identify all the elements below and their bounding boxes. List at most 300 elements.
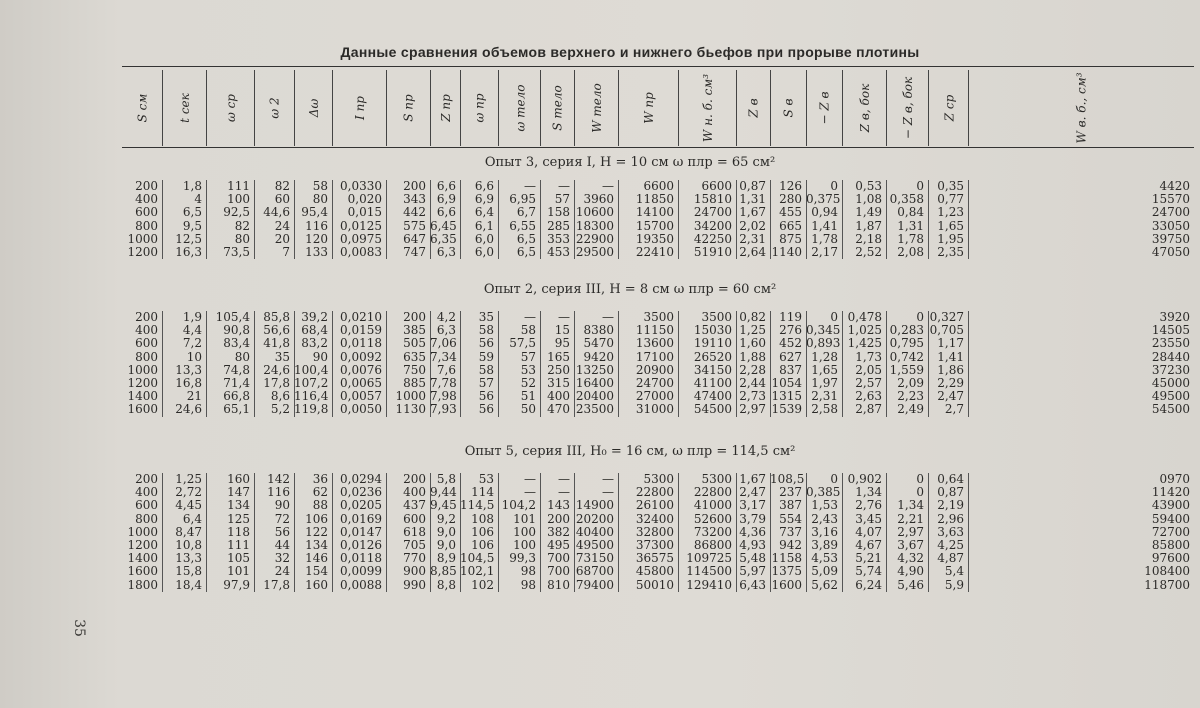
table-cell: 575 <box>403 218 426 233</box>
table-cell: 600 <box>135 336 158 351</box>
table-cell: 1,87 <box>855 218 882 233</box>
table-cell: 3,67 <box>897 537 924 552</box>
table-cell: 95 <box>554 336 570 351</box>
table-cell: 8,47 <box>175 524 202 539</box>
table-cell: 41100 <box>693 375 732 390</box>
table-cell: 106 <box>471 537 494 552</box>
table-cell: 1,53 <box>811 498 838 513</box>
table-cell: 26100 <box>635 498 674 513</box>
table-cell: 8,9 <box>436 551 456 566</box>
table-cell: 51 <box>520 389 536 404</box>
table-cell: 15,8 <box>175 564 202 579</box>
table-cell: 770 <box>403 551 426 566</box>
table-cell: 1,65 <box>811 362 838 377</box>
table-cell: 35 <box>274 349 290 364</box>
table-cell: 24 <box>274 564 290 579</box>
table-cell: 2,58 <box>811 402 838 417</box>
table-cell: 56 <box>478 402 494 417</box>
table-cell: 7,6 <box>436 362 456 377</box>
table-cell: 11420 <box>1151 485 1190 500</box>
table-cell: 1000 <box>127 231 158 246</box>
table-cell: 133 <box>305 244 328 259</box>
column-header <box>540 70 575 146</box>
table-cell: 1600 <box>771 577 802 592</box>
table-cell: 6,4 <box>182 511 202 526</box>
table-cell: 33050 <box>1151 218 1190 233</box>
table-cell: 0,375 <box>806 192 841 207</box>
table-cell: 5,62 <box>811 577 838 592</box>
table-cell: 11150 <box>635 323 674 338</box>
table-cell: 5,46 <box>897 577 924 592</box>
table-cell: 2,7 <box>944 402 964 417</box>
table-cell: 146 <box>305 551 328 566</box>
table-cell: 97,9 <box>223 577 250 592</box>
table-cell: 0,53 <box>855 179 882 193</box>
table-cell: 125 <box>227 511 250 526</box>
table-header <box>122 70 1194 146</box>
table-cell: 107,2 <box>294 375 329 390</box>
table-cell: 116 <box>267 485 290 500</box>
table-cell: 13,3 <box>175 551 202 566</box>
table-cell: 6,6 <box>474 179 494 193</box>
column-header-label: ω ср <box>223 93 238 123</box>
table-cell: 68,4 <box>301 323 328 338</box>
table-cell: 58 <box>312 179 328 193</box>
table-row <box>122 513 1194 526</box>
table-cell: 59 <box>478 349 494 364</box>
table-cell: 5,09 <box>811 564 838 579</box>
table-cell: 600 <box>135 498 158 513</box>
column-divider <box>460 311 461 417</box>
table-cell: 600 <box>135 205 158 220</box>
table-cell: 2,21 <box>897 511 924 526</box>
column-divider <box>736 473 737 592</box>
table-cell: 16400 <box>575 375 614 390</box>
column-header <box>122 70 162 146</box>
table-cell: 119,8 <box>294 402 329 417</box>
column-divider <box>842 311 843 417</box>
table-cell: 88 <box>312 498 328 513</box>
table-cell: 0 <box>830 179 838 193</box>
column-header-label: t сек <box>178 93 192 123</box>
table-cell: 800 <box>135 218 158 233</box>
column-divider <box>886 311 887 417</box>
column-header-label: W н. б. см³ <box>701 73 715 143</box>
table-cell: 23500 <box>575 402 614 417</box>
table-cell: 24 <box>274 218 290 233</box>
table-cell: 116 <box>305 218 328 233</box>
table-cell: — <box>602 310 614 324</box>
table-cell: 73,5 <box>223 244 250 259</box>
table-cell: 21 <box>186 389 202 404</box>
table-cell: 165 <box>547 349 570 364</box>
table-cell: 276 <box>779 323 802 338</box>
column-header <box>332 70 387 146</box>
column-header-label: Z в, бок <box>858 83 873 133</box>
column-header <box>886 70 929 146</box>
table-cell: 0,893 <box>806 336 841 351</box>
table-cell: 16,8 <box>175 375 202 390</box>
table-cell: 2,97 <box>739 402 766 417</box>
table-cell: 1,73 <box>855 349 882 364</box>
table-cell: 105,4 <box>215 310 250 324</box>
table-cell: 5,9 <box>944 577 964 592</box>
table-cell: 237 <box>779 485 802 500</box>
table-cell: 618 <box>403 524 426 539</box>
table-cell: 0 <box>916 472 924 486</box>
table-cell: 13250 <box>575 362 614 377</box>
column-divider <box>332 180 333 259</box>
column-header-label: Z пр <box>439 94 453 122</box>
table-cell: 62 <box>312 485 328 500</box>
table-cell: 6,9 <box>436 192 456 207</box>
table-cell: 0,0205 <box>340 498 382 513</box>
table-cell: 2,23 <box>897 389 924 404</box>
table-cell: 4,4 <box>182 323 202 338</box>
table-cell: 56 <box>274 524 290 539</box>
column-header <box>770 70 807 146</box>
table-cell: 22410 <box>635 244 674 259</box>
table-row <box>122 351 1194 364</box>
table-cell: 8380 <box>583 323 614 338</box>
table-cell: 7 <box>282 244 290 259</box>
table-cell: 22800 <box>693 485 732 500</box>
column-divider <box>498 311 499 417</box>
table-cell: 4 <box>194 192 202 207</box>
table-cell: 58 <box>478 362 494 377</box>
table-cell: 1130 <box>395 402 426 417</box>
table-cell: 750 <box>403 362 426 377</box>
table-cell: 24,6 <box>263 362 290 377</box>
table-cell: 2,44 <box>739 375 766 390</box>
table-cell: 0,0210 <box>340 310 382 324</box>
table-cell: 0,385 <box>806 485 841 500</box>
table-cell: 20 <box>274 231 290 246</box>
table-cell: 147 <box>227 485 250 500</box>
table-cell: 442 <box>403 205 426 220</box>
table-cell: — <box>524 179 536 193</box>
table-cell: 120 <box>305 231 328 246</box>
table-cell: 65,1 <box>223 402 250 417</box>
table-cell: 0,283 <box>889 323 924 338</box>
column-divider <box>460 473 461 592</box>
table-cell: 111 <box>227 537 250 552</box>
table-cell: 2,87 <box>855 402 882 417</box>
table-cell: 800 <box>135 511 158 526</box>
table-cell: 118 <box>227 524 250 539</box>
table-cell: 74,8 <box>223 362 250 377</box>
table-cell: — <box>524 485 536 500</box>
table-row <box>122 233 1194 246</box>
table-cell: 2,09 <box>897 375 924 390</box>
table-cell: 34200 <box>693 218 732 233</box>
table-cell: 27000 <box>635 389 674 404</box>
table-cell: 13600 <box>635 336 674 351</box>
column-divider <box>678 180 679 259</box>
table-cell: 98 <box>520 564 536 579</box>
table-cell: 1200 <box>127 375 158 390</box>
table-cell: 18,4 <box>175 577 202 592</box>
table-cell: 7,78 <box>430 375 457 390</box>
table-cell: 2,47 <box>937 389 964 404</box>
table-cell: 1,08 <box>855 192 882 207</box>
table-cell: 9,0 <box>436 537 456 552</box>
table-cell: 101 <box>513 511 536 526</box>
table-cell: 20900 <box>635 362 674 377</box>
table-cell: 108400 <box>1144 564 1190 579</box>
table-cell: 0,87 <box>739 179 766 193</box>
table-cell: 10600 <box>575 205 614 220</box>
table-cell: 0,0118 <box>340 336 382 351</box>
table-cell: 0 <box>916 179 924 193</box>
table-cell: 0,020 <box>347 192 382 207</box>
table-cell: 0,015 <box>347 205 382 220</box>
table-cell: 1,34 <box>897 498 924 513</box>
table-cell: 49500 <box>575 537 614 552</box>
table-cell: 26520 <box>693 349 732 364</box>
table-cell: 17,8 <box>263 375 290 390</box>
column-divider <box>886 473 887 592</box>
column-divider <box>254 180 255 259</box>
table-cell: 9,0 <box>436 524 456 539</box>
column-divider <box>806 311 807 417</box>
table-cell: 6,95 <box>509 192 536 207</box>
column-divider <box>736 180 737 259</box>
column-header <box>294 70 333 146</box>
table-cell: 315 <box>547 375 570 390</box>
table-cell: 7,34 <box>430 349 457 364</box>
column-header <box>928 70 969 146</box>
table-cell: 285 <box>547 218 570 233</box>
table-cell: 100 <box>513 524 536 539</box>
table-cell: 47050 <box>1151 244 1190 259</box>
table-row <box>122 337 1194 350</box>
table-cell: 90,8 <box>223 323 250 338</box>
table-cell: 3960 <box>583 192 614 207</box>
table-cell: 455 <box>779 205 802 220</box>
table-cell: — <box>602 472 614 486</box>
table-cell: 95,4 <box>301 205 328 220</box>
table-cell: 1000 <box>127 362 158 377</box>
column-divider <box>386 473 387 592</box>
table-cell: 2,63 <box>855 389 882 404</box>
top-rule <box>122 66 1194 67</box>
table-cell: 100 <box>513 537 536 552</box>
table-cell: 0,358 <box>889 192 924 207</box>
table-cell: 15 <box>554 323 570 338</box>
column-divider <box>886 180 887 259</box>
column-divider <box>968 311 969 417</box>
table-cell: 17100 <box>635 349 674 364</box>
column-divider <box>430 473 431 592</box>
table-cell: 2,05 <box>855 362 882 377</box>
table-cell: 10,8 <box>175 537 202 552</box>
table-cell: 18300 <box>575 218 614 233</box>
table-cell: 116,4 <box>294 389 329 404</box>
table-cell: 56 <box>478 336 494 351</box>
column-header <box>618 70 679 146</box>
table-cell: 2,17 <box>811 244 838 259</box>
table-cell: 4,93 <box>739 537 766 552</box>
table-cell: 90 <box>274 498 290 513</box>
table-cell: 1000 <box>127 524 158 539</box>
table-cell: 1,67 <box>739 472 766 486</box>
table-cell: 700 <box>547 564 570 579</box>
table-cell: 1800 <box>127 577 158 592</box>
table-cell: 44 <box>274 537 290 552</box>
table-cell: 24700 <box>1151 205 1190 220</box>
table-cell: 1,41 <box>937 349 964 364</box>
table-cell: 400 <box>135 323 158 338</box>
table-cell: 200 <box>135 310 158 324</box>
table-cell: 52 <box>520 375 536 390</box>
table-cell: 3,79 <box>739 511 766 526</box>
table-cell: 37230 <box>1151 362 1190 377</box>
column-divider <box>928 311 929 417</box>
column-divider <box>162 311 163 417</box>
table-cell: 0 <box>830 310 838 324</box>
table-cell: 32 <box>274 551 290 566</box>
table-cell: 5300 <box>643 472 674 486</box>
column-header-label: ω тело <box>513 84 528 132</box>
table-cell: 1,95 <box>937 231 964 246</box>
table-cell: 57 <box>520 349 536 364</box>
table-cell: 2,72 <box>175 485 202 500</box>
column-divider <box>430 311 431 417</box>
column-divider <box>162 473 163 592</box>
table-cell: 6,6 <box>436 205 456 220</box>
table-cell: 4,07 <box>855 524 882 539</box>
table-cell: 737 <box>779 524 802 539</box>
table-cell: 437 <box>403 498 426 513</box>
table-row <box>122 499 1194 512</box>
table-cell: 0,0125 <box>340 218 382 233</box>
column-divider <box>574 180 575 259</box>
table-cell: 71,4 <box>223 375 250 390</box>
table-cell: 0,82 <box>739 310 766 324</box>
column-header <box>806 70 843 146</box>
column-divider <box>540 473 541 592</box>
table-cell: 6,3 <box>436 323 456 338</box>
table-cell: 2,47 <box>739 485 766 500</box>
table-cell: 29500 <box>575 244 614 259</box>
table-cell: 9,5 <box>182 218 202 233</box>
table-cell: 280 <box>779 192 802 207</box>
table-cell: 6,43 <box>739 577 766 592</box>
table-cell: 57 <box>554 192 570 207</box>
table-cell: 4,36 <box>739 524 766 539</box>
column-divider <box>206 311 207 417</box>
column-header-label: S тело <box>551 85 566 131</box>
table-cell: 2,43 <box>811 511 838 526</box>
table-cell: 5300 <box>701 472 732 486</box>
column-divider <box>332 311 333 417</box>
table-cell: 4,32 <box>897 551 924 566</box>
column-divider <box>806 180 807 259</box>
table-cell: 0,345 <box>806 323 841 338</box>
table-cell: 105 <box>227 551 250 566</box>
table-cell: 747 <box>403 244 426 259</box>
table-cell: 1,23 <box>937 205 964 220</box>
table-cell: 12,5 <box>175 231 202 246</box>
table-cell: 122 <box>305 524 328 539</box>
table-cell: 13,3 <box>175 362 202 377</box>
table-cell: 4,25 <box>937 537 964 552</box>
table-cell: 111 <box>227 179 250 193</box>
table-cell: 108,5 <box>770 472 805 486</box>
table-cell: 34150 <box>693 362 732 377</box>
table-cell: 82 <box>274 179 290 193</box>
table-cell: 8,6 <box>270 389 290 404</box>
section-title-3: Опыт 5, серия III, H₀ = 16 см, ω плр = 114,5 см² <box>464 444 796 459</box>
table-cell: 0,478 <box>847 310 882 324</box>
table-cell: 0,0099 <box>340 564 382 579</box>
table-cell: 32800 <box>635 524 674 539</box>
table-cell: 142 <box>267 472 290 486</box>
column-header-label: Δω <box>306 98 321 118</box>
table-cell: 4,67 <box>855 537 882 552</box>
table-cell: 0,0975 <box>340 231 382 246</box>
table-cell: 7,93 <box>430 402 457 417</box>
table-cell: 3500 <box>701 310 732 324</box>
table-cell: 80 <box>234 231 250 246</box>
table-cell: 0,0083 <box>340 244 382 259</box>
table-cell: — <box>602 179 614 193</box>
table-cell: 990 <box>403 577 426 592</box>
table-cell: 200 <box>135 472 158 486</box>
table-cell: 0,0050 <box>340 402 382 417</box>
table-cell: 400 <box>547 389 570 404</box>
table-cell: 24,6 <box>175 402 202 417</box>
table-cell: 83,2 <box>301 336 328 351</box>
column-divider <box>430 180 431 259</box>
column-divider <box>386 311 387 417</box>
table-cell: 22800 <box>635 485 674 500</box>
column-divider <box>574 473 575 592</box>
table-cell: 80 <box>312 192 328 207</box>
table-cell: 24700 <box>693 205 732 220</box>
section-title-2: Опыт 2, серия III, H = 8 см ω плр = 60 см² <box>483 282 777 297</box>
table-cell: 0,64 <box>937 472 964 486</box>
column-divider <box>206 473 207 592</box>
table-cell: 106 <box>471 524 494 539</box>
section-rows-2 <box>122 311 1194 417</box>
column-divider <box>736 311 737 417</box>
table-cell: 6600 <box>701 179 732 193</box>
table-cell: 0,0147 <box>340 524 382 539</box>
table-cell: 73150 <box>575 551 614 566</box>
column-divider <box>968 180 969 259</box>
table-cell: 8,8 <box>436 577 456 592</box>
table-cell: 470 <box>547 402 570 417</box>
table-row <box>122 246 1194 259</box>
table-title: Данные сравнения объемов верхнего и нижнего бьефов при прорыве плотины <box>340 44 920 60</box>
table-cell: 72700 <box>1151 524 1190 539</box>
table-cell: 837 <box>779 362 802 377</box>
table-cell: 5,2 <box>270 402 290 417</box>
table-cell: 15570 <box>1151 192 1190 207</box>
column-header <box>678 70 737 146</box>
column-header <box>206 70 255 146</box>
column-header <box>254 70 295 146</box>
table-cell: 7,98 <box>430 389 457 404</box>
column-header <box>736 70 771 146</box>
table-cell: 2,18 <box>855 231 882 246</box>
table-cell: 600 <box>403 511 426 526</box>
column-header <box>574 70 619 146</box>
table-cell: 16,3 <box>175 244 202 259</box>
table-cell: 35 <box>478 310 494 324</box>
